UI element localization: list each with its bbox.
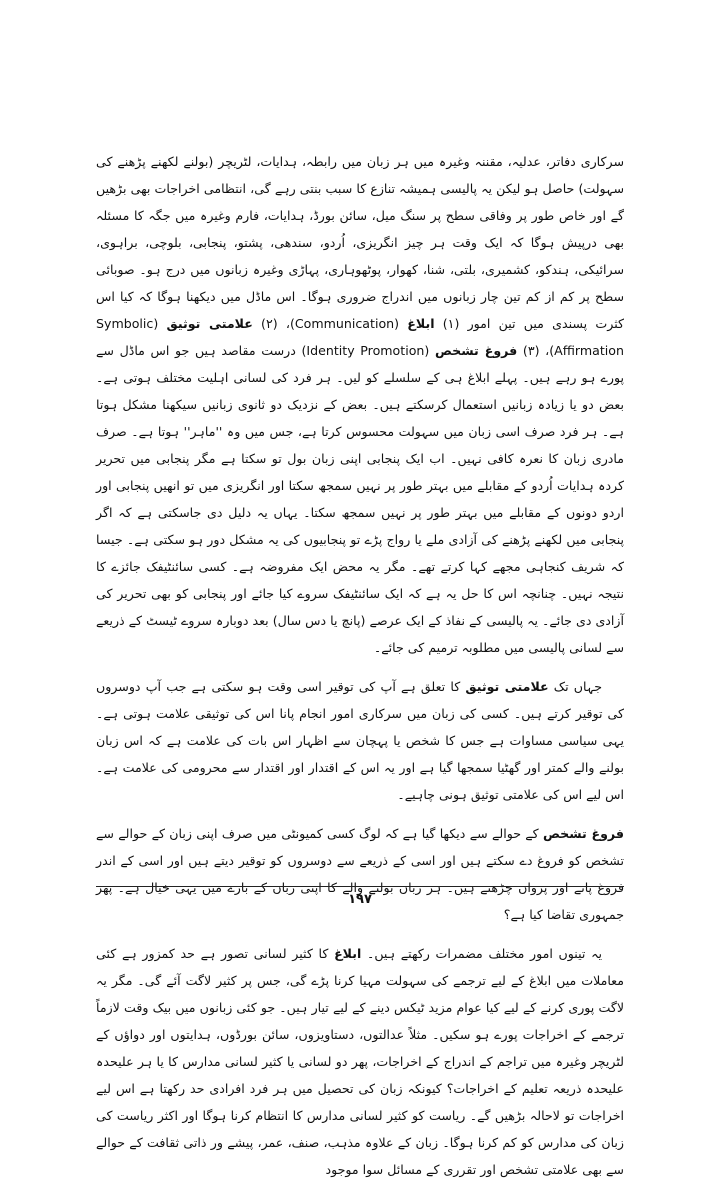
body-text: کے حوالے سے دیکھا گیا ہے کہ لوگ کسی کمیونٹی میں صرف اپنی زبان کے حوالے سے تشخص کو فروغ دے سکتے ہیں اور اسی کے ذریعے سے دوسروں کو توقیر دیتے ہیں اور اسی کے اندر فروغ پاتے اور پروان چڑھتے ہیں۔ ہر زبان بولنے والے کا اپنی زبان کے بارے میں یہی خیال ہے۔ پھر جمہوری تقاضا کیا ہے؟ (96, 826, 624, 922)
paragraph-1 (96, 148, 624, 661)
keyword-term: ابلاغ (407, 316, 435, 331)
body-text: جہاں تک (548, 679, 602, 694)
body-text: کا تعلق ہے آپ کی توقیر اسی وقت ہو سکتی ہے جب آپ دوسروں کی توقیر کرتے ہیں۔ کسی کی زبان میں سرکاری امور انجام پانا اس کی توثیقی علامت ہوتی ہے۔ یہی سیاسی مساوات ہے جس کا شخص یا پہچان سے اظہار اس بات کی علامت ہے کہ اس زبان بولنے والے کمتر اور گھٹیا سمجھا گیا ہے اور یہ اس کے اقتدار اور اقتدار سے محرومی کی علامت ہے۔ اس لیے اس کی علامتی توثیق ہونی چاہیے۔ (96, 679, 624, 802)
paragraph-4 (96, 940, 624, 1183)
body-text: (Identity Promotion) درست مقاصد ہیں جو اس ماڈل سے پورے ہو رہے ہیں۔ پہلے ابلاغ ہی کے سلسلے کو لیں۔ ہر فرد کی لسانی اہلیت مختلف ہوتی ہے۔ بعض دو یا زیادہ زبانیں استعمال کرسکتے ہیں۔ بعض کے نزدیک دو ثانوی زبانیں سیکھنا مشکل ہوتا ہے۔ ہر فرد صرف اسی زبان میں سہولت محسوس کرتا ہے، جس میں وہ ''ماہر'' ہوتا ہے۔ صرف مادری زبان کا نعرہ کافی نہیں۔ اب ایک پنجابی اپنی زبان بول تو سکتا ہے مگر پنجابی میں تحریر کردہ ہدایات اُردو کے مقابلے میں بہتر طور پر نہیں سمجھ سکتا اور انگریزی میں تو انھیں پنجابی اور اردو دونوں کے مقابلے میں بہتر طور پر نہیں سمجھ سکتا۔ یہاں یہ دلیل دی جاسکتی ہے کہ اگر پنجابی میں لکھنے پڑھنے کی آزادی ملے یا رواج پڑے تو پنجابیوں کی یہ مشکل دور ہو سکتی ہے۔ جیسا کہ شریف کنجاہی مجھے کہا کرتے تھے۔ مگر یہ محض ایک مفروضہ ہے۔ کسی سائنٹیفک جائزے کا نتیجہ نہیں۔ چنانچہ اس کا حل یہ ہے کہ ایک سائنٹیفک سروے کیا جائے اور پنجابی کو بھی تحریر کی آزادی دی جائے۔ یہ پالیسی کے نفاذ کے ایک عرصے (پانچ یا دس سال) بعد دوبارہ سروے ٹیسٹ کے ذریعے سے لسانی پالیسی میں مطلوبہ ترمیم کی جائے۔ (96, 343, 624, 655)
body-text: (Symbolic Affirmation)، (۳) (96, 316, 624, 358)
page-number: ۱۹۷ (348, 892, 372, 907)
paragraph-3 (96, 820, 624, 928)
footer-divider (96, 886, 624, 887)
keyword-term: ابلاغ (334, 946, 362, 961)
paragraph-2 (96, 673, 624, 808)
body-text: (Communication)، (۲) (252, 316, 408, 331)
keyword-term: علامتی توثیق (166, 316, 253, 331)
body-text: سرکاری دفاتر، عدلیہ، مقننہ وغیرہ میں ہر زبان میں رابطہ، ہدایات، لٹریچر (بولنے لکھنے پڑھنے کی سہولت) حاصل ہو لیکن یہ پالیسی ہمیشہ تنازع کا سبب بنتی رہے گی، انتظامی اخراجات بھی بڑھیں گے اور خاص طور پر وفاقی سطح پر سنگ میل، سائن بورڈ، ہدایات، فارم وغیرہ میں جگہ کا مسئلہ بھی درپیش ہوگا کہ ایک وقت ہر چیز انگریزی، اُردو، سندھی، پشتو، پنجابی، بلوچی، براہوی، سرائیکی، ہندکو، کشمیری، بلتی، شنا، کھوار، پوٹھوہاری، پہاڑی وغیرہ زبانوں میں درج ہو۔ صوبائی سطح پر کم از کم تین چار زبانوں میں اندراج ضروری ہوگا۔ اس ماڈل میں دیکھنا ہوگا کہ کیا اس کثرت پسندی میں تین امور (۱) (96, 154, 624, 331)
body-text: یہ تینوں امور مختلف مضمرات رکھتے ہیں۔ (361, 946, 602, 961)
page-body (96, 148, 624, 1183)
body-text: کا کثیر لسانی تصور ہے حد کمزور ہے کئی معاملات میں ابلاغ کے لیے ترجمے کی سہولت مہیا کرنا پڑے گی، جس پر کثیر لاگت آئے گی۔ مگر یہ لاگت پوری کرنے کے لیے کیا عوام مزید ٹیکس دینے کے لیے تیار ہیں۔ جو کئی زبانوں میں بیک وقت لازماً ترجمے کے اخراجات پورے ہو سکیں۔ مثلاً عدالتوں، دستاویزوں، سائن بورڈوں، ہدایتوں اور دواؤں کے لٹریچر وغیرہ میں تراجم کے اندراج کے اخراجات، پھر دو لسانی یا کثیر لسانی مدارس کا یا ہر علیحدہ علیحدہ ذریعہ تعلیم کے اخراجات؟ کیونکہ زبان کی تحصیل میں ہر فرد افرادی حد رکھتا ہے اس لیے اخراجات تو لاحالہ بڑھیں گے۔ ریاست کو کثیر لسانی مدارس کا انتظام کرنا ہوگا اور اکثر ریاست کی زبان کی مدارس کو کم کرنا ہوگا۔ زبان کے علاوہ مذہب، صنف، عمر، پیشے ور ذاتی ثقافت کے حوالے سے بھی علامتی تشخص اور تقرری کے مسائل سوا موجود (96, 946, 624, 1177)
keyword-term: فروغ تشخص (542, 826, 624, 841)
keyword-term: علامتی توثیق (465, 679, 549, 694)
keyword-term: فروغ تشخص (434, 343, 518, 358)
